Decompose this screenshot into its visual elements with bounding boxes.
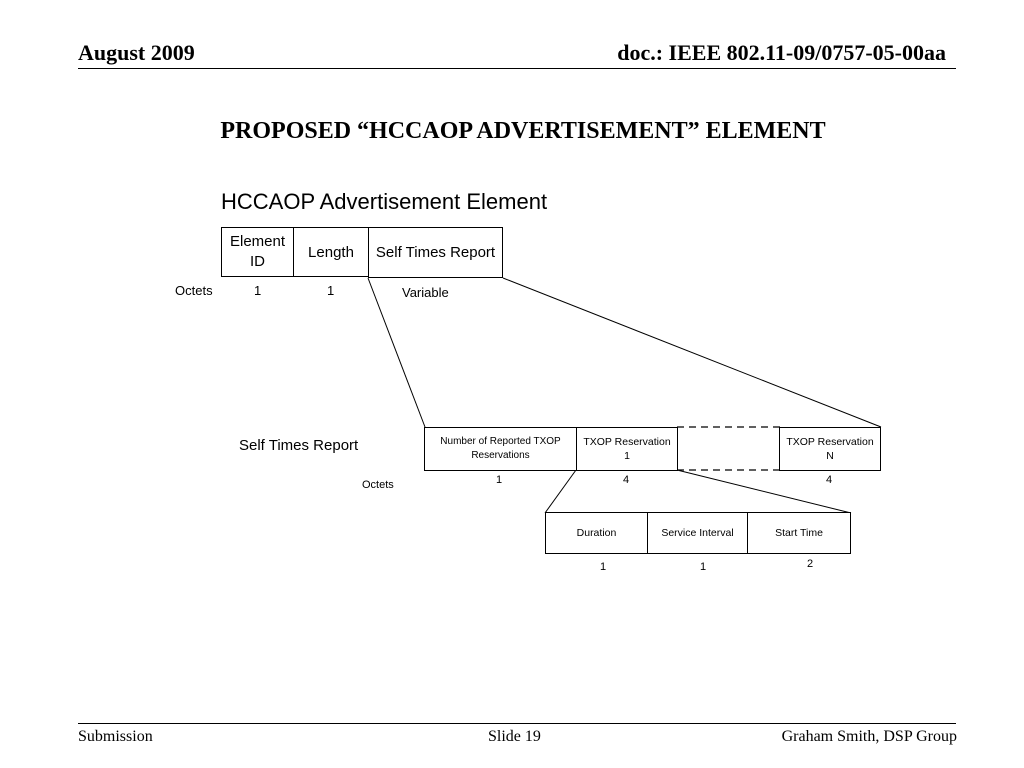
octets-start-time: 2 [807, 558, 814, 570]
element-octets-label: Octets [175, 283, 213, 298]
footer-author: Graham Smith, DSP Group [781, 728, 957, 745]
octets-length: 1 [327, 283, 335, 298]
element-title: HCCAOP Advertisement Element [221, 189, 548, 214]
str-title: Self Times Report [239, 437, 359, 454]
footer-slide-number: Slide 19 [488, 728, 541, 745]
field-txop-reservation-n: TXOP Reservation N [779, 427, 881, 471]
field-num-reported-txop: Number of Reported TXOP Reservations [424, 427, 577, 471]
footer-submission: Submission [78, 728, 153, 745]
field-length: Length [293, 227, 369, 277]
field-duration: Duration [545, 512, 648, 554]
field-element-id: Element ID [221, 227, 294, 277]
header-doc-id: doc.: IEEE 802.11-09/0757-05-00aa [617, 40, 946, 65]
octets-element-id: 1 [254, 283, 262, 298]
header-date: August 2009 [78, 40, 195, 65]
str-octets-label: Octets [362, 479, 394, 491]
octets-txop-1: 4 [623, 474, 630, 486]
zoom-line-txop-left [545, 470, 576, 513]
field-service-interval: Service Interval [647, 512, 748, 554]
slide-title: PROPOSED “HCCAOP ADVERTISEMENT” ELEMENT [220, 118, 826, 144]
octets-num-reported: 1 [496, 474, 503, 486]
zoom-line-txop-right [677, 470, 851, 513]
zoom-line-right [503, 278, 881, 427]
field-self-times-report: Self Times Report [368, 227, 503, 278]
field-txop-reservation-1: TXOP Reservation 1 [576, 427, 678, 471]
octets-service-interval: 1 [700, 561, 707, 573]
octets-duration: 1 [600, 561, 607, 573]
zoom-line-left [368, 278, 425, 427]
octets-self-times-report: Variable [402, 285, 449, 300]
field-start-time: Start Time [747, 512, 851, 554]
footer-rule [78, 723, 956, 724]
octets-txop-n: 4 [826, 474, 833, 486]
